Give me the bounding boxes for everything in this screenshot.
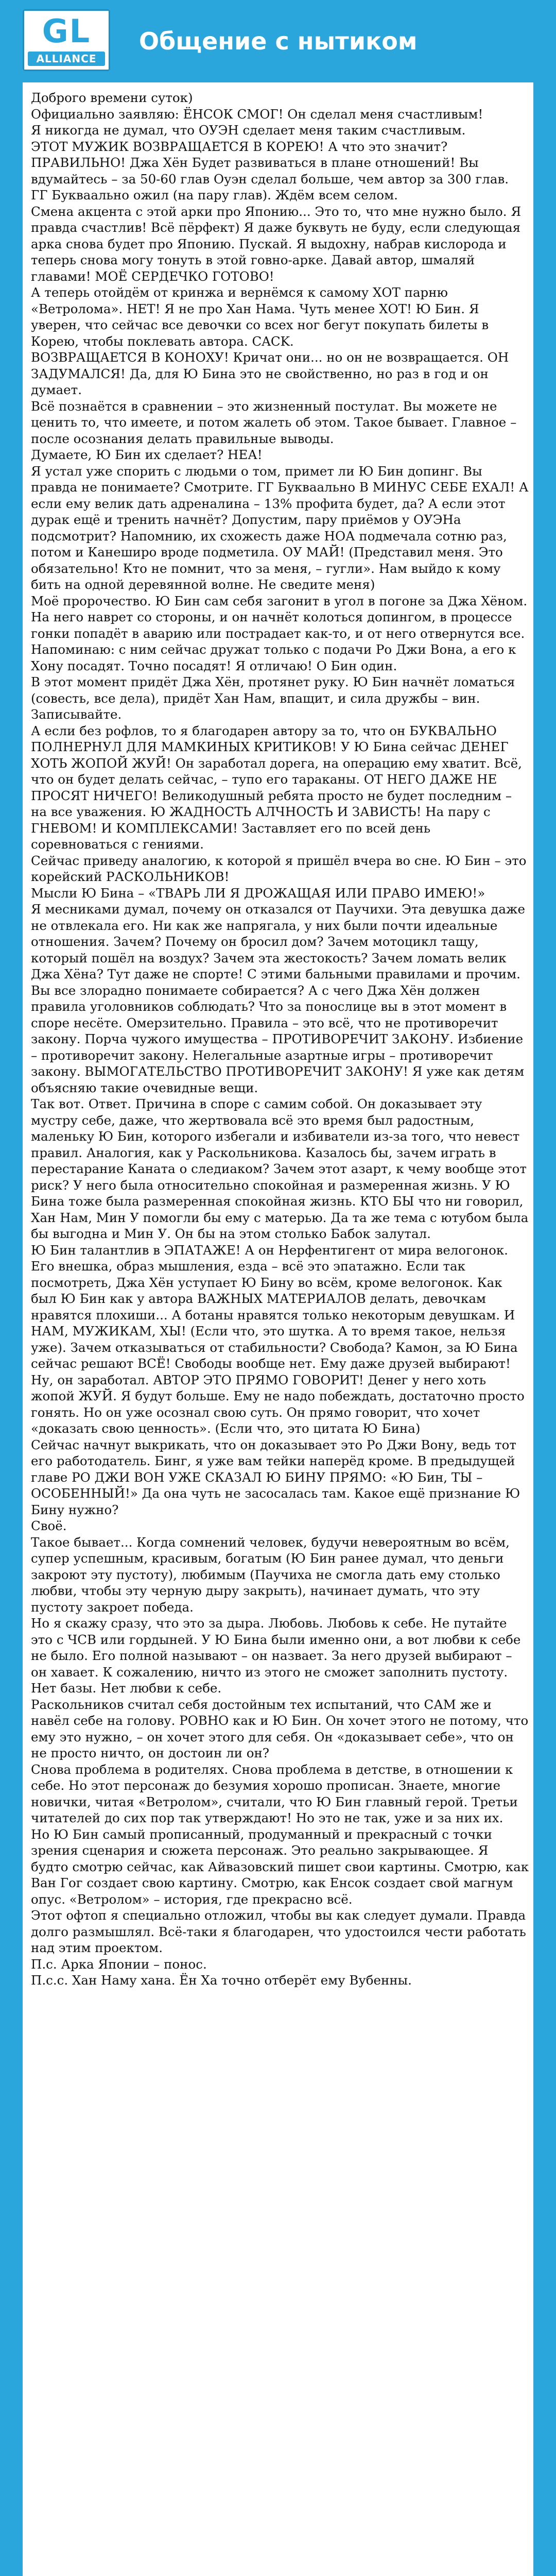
paragraph: Официально заявляю: ЁНСОК СМОГ! Он сделал меня счастливым!	[31, 106, 483, 122]
paragraph: Моё пророчество. Ю Бин сам себя загонит в угол в погоне за Джа Хёном. На него наврет со стороны, и он начнёт колоться допингом, в процессе гонки попадёт в аварию или пострадает как-то, и от него отвернутся все. Напоминаю: с ним сейчас дружат только с подачи Ро Джи Вона, а его к Хону посадят. Точно посадят! Я отличаю! О Бин один.	[31, 593, 528, 673]
paragraph: Доброго времени суток)	[31, 90, 193, 105]
paragraph: Сейчас приведу аналогию, к которой я пришёл вчера во сне. Ю Бин – это корейский РАСКОЛЬНИКОВ!	[31, 853, 527, 884]
post-body	[23, 82, 533, 2576]
page-title: Общение с нытиком	[139, 27, 418, 55]
paragraph: В этот момент придёт Джа Хён, протянет руку. Ю Бин начнёт ломаться (совесть, все дела), придёт Хан Нам, впащит, и сила дружбы – вин. Записывайте.	[31, 674, 515, 722]
paragraph: Своё.	[31, 1518, 67, 1533]
paragraph: А теперь отойдём от кринжа и вернёмся к самому ХОТ парню «Ветролома». НЕТ! Я не про Хан Нама. Чуть менее ХОТ! Ю Бин. Я уверен, что сейчас все девочки со всех ног бегут покупать билеты в Корею, чтобы поклевать автора. CACK.	[31, 285, 489, 349]
paragraph: Всё познаётся в сравнении – это жизненный постулат. Вы можете не ценить то, что имеете, и потом жалеть об этом. Такое бывает. Главное – после осознания делать правильные выводы.	[31, 398, 517, 446]
paragraph: Так вот. Ответ. Причина в споре с самим собой. Он доказывает эту мустру себе, даже, что жертвовала всё это время был радостным, маленьку Ю Бин, которого избегали и избиватели из-за того, что невест правил. Аналогия, как у Раскольникова. Казалось бы, зачем играть в перестарание Каната о следиаком? Зачем этот азарт, к чему вообще этот риск? У него была относительно спокойная и размеренная жизнь. У Ю Бина тоже была размеренная спокойная жизнь. КТО БЫ что ни говорил, Хан Нам, Мин У помогли бы ему с матерью. Да та же тема с ютубом была бы выгодна и Мин У. Он бы на этом столько Бабок залутал.	[31, 1096, 529, 1241]
paragraph: П.с.с. Хан Наму хана. Ён Ха точно отберёт ему Вубенны.	[31, 1973, 412, 1988]
paragraph: Мысли Ю Бина – «ТВАРЬ ЛИ Я ДРОЖАЩАЯ ИЛИ ПРАВО ИМЕЮ!»	[31, 885, 485, 901]
paragraph: Но я скажу сразу, что это за дыра. Любовь. Любовь к себе. Не путайте это с ЧСВ или гордыней. У Ю Бина были именно они, а вот любви к себе не было. Его полной называют – он назвает. За него друзей выбирают – он хавает. К сожалению, ничто из этого не сможет заполнить пустоту. Нет базы. Нет любви к себе.	[31, 1616, 521, 1696]
paragraph: Я устал уже спорить с людьми о том, примет ли Ю Бин допинг. Вы правда не понимаете? Смотрите. ГГ Букваально В МИНУС СЕБЕ ЕХАЛ! А если ему велик дать адреналина – 13% профита будет, да? А если этот дурак ещё и тренить начнёт? Допустим, пару приёмов у ОУЭНа подсмотрит? Напомнию, их схожесть даже НОА подмечала сотню раз, потом и Канеширо вроде подметила. ОУ МАЙ! (Представил меня. Это обязательно! Кто не помнит, что за меня, – гугли». Нам выйдо к кому бить на одной деревянной волне. Не сведите меня)	[31, 463, 529, 592]
gl-alliance-logo	[23, 9, 110, 71]
paragraph: П.с. Арка Японии – понос.	[31, 1956, 207, 1972]
paragraph: ВОЗВРАЩАЕТСЯ В КОНОХУ! Кричат они... но он не возвращается. ОН ЗАДУМАЛСЯ! Да, для Ю Бина это не свойственно, но раз в год и он думает.	[31, 350, 509, 397]
paragraph: Но Ю Бин самый прописанный, продуманный и прекрасный с точки зрения сценария и сюжета персонаж. Это реально закрывающее. Я будто смотрю сейчас, как Айвазовский пишет свои картины. Смотрю, как Ван Гог создает свою картину. Смотрю, как Енсок создает свой магнум опус. «Ветролом» – история, где прекрасно всё.	[31, 1826, 529, 1907]
paragraph: Ю Бин талантлив в ЭПАТАЖЕ! А он Нерфентигент от мира велогонок. Его внешка, образ мышления, езда – всё это эпатажно. Если так посмотреть, Джа Хён уступает Ю Бину во всём, кроме велогонок. Как был Ю Бин как у автора ВАЖНЫХ МАТЕРИАЛОВ делать, девочкам нравятся плохиши... А ботаны нравятся только некоторым девушкам. И НАМ, МУЖИКАМ, ХЫ! (Если что, это шутка. А то время такое, нельзя уже). Зачем отказываться от стабильности? Свобода? Камон, за Ю Бина сейчас решают ВСЁ! Свободы вообще нет. Ему даже друзей выбирают! Ну, он заработал. АВТОР ЭТО ПРЯМО ГОВОРИТ! Денег у него хоть жопой ЖУЙ. Я будут больше. Ему не надо побеждать, достаточно просто гонять. Но он уже осознал свою суть. Он прямо говорит, что хочет «доказать свою ценность». (Если что, это цитата Ю Бина)	[31, 1242, 525, 1436]
logo-text: GL	[42, 12, 91, 50]
header	[0, 0, 556, 82]
paragraph: Смена акцента с этой арки про Японию... Это то, что мне нужно было. Я правда счастлив! Всё пёрфект) Я даже буквуть не буду, если следующая арка снова будет про Японию. Пускай. Я выдохну, набрав кислорода и теперь снова могу тонуть в этой говно-арке. Давай автор, шмаляй главами! МОЁ СЕРДЕЧКО ГОТОВО!	[31, 204, 522, 284]
paragraph: Такое бывает... Когда сомнений человек, будучи невероятным во всём, супер успешным, красивым, богатым (Ю Бин ранее думал, что деньги закроют эту пустоту), любимым (Паучиха не смогла дать ему столько любви, чтобы эту черную дыру закрыть), начинает думать, что эту пустоту закроет победа.	[31, 1534, 510, 1615]
paragraph: Я никогда не думал, что ОУЭН сделает меня таким счастливым.	[31, 123, 466, 138]
logo-subtext: ALLIANCE	[28, 52, 105, 66]
paragraph: Я месниками думал, почему он отказался от Паучихи. Эта девушка даже не отвлекала его. Ни как же напрягала, у них были почти идеальные отношения. Зачем? Почему он бросил дом? Зачем мотоцикл тащу, который пошёл на воздух? Зачем эта жестокость? Зачем ломать велик Джа Хёна? Тут даже не спорте! С этими бальными правилами и прочим. Вы все злорадно понимаете собирается? А с чего Джа Хён должен правила уголовников соблюдать? Что за понослице вы в этот момент в споре несёте. Омерзительно. Правила – это всё, что не противоречит закону. Порча чужого имущества – ПРОТИВОРЕЧИТ ЗАКОНУ. Избиение – противоречит закону. Нелегальные азартные игры – противоречит закону. ВЫМОГАТЕЛЬСТВО ПРОТИВОРЕЧИТ ЗАКОНУ! Я уже как детям объясняю такие очевидные вещи.	[31, 902, 525, 1095]
paragraph: Раскольников считал себя достойным тех испытаний, что САМ же и навёл себе на голову. РОВНО как и Ю Бин. Он хочет этого не потому, что ему это нужно, – он хочет этого для себя. Он «доказывает себе», что он не просто ничто, он достоин ли он?	[31, 1697, 529, 1760]
paragraph: ЭТОТ МУЖИК ВОЗВРАЩАЕТСЯ В КОРЕЮ! А что это значит? ПРАВИЛЬНО! Джа Хён Будет развиваться в плане отношений! Вы вдумайтесь – за 50-60 глав Оуэн сделал больше, чем автор за 300 глав. ГГ Букваально ожил (на пару глав). Ждём всем селом.	[31, 139, 509, 202]
post-text	[31, 90, 529, 1989]
paragraph: Снова проблема в родителях. Снова проблема в детстве, в отношении к себе. Но этот персонаж до безумия хорошо прописан. Знаете, многие новички, читая «Ветролом», считали, что Ю Бин главный герой. Третьи читателей до сих пор так утверждают! Но это не так, уже и за них их.	[31, 1761, 518, 1825]
paragraph: Этот офтоп я специально отложил, чтобы вы как следует думали. Правда долго размышлял. Всё-таки я благодарен, что удостоился чести работать над этим проектом.	[31, 1908, 526, 1955]
paragraph: Сейчас начнут выкрикать, что он доказывает это Ро Джи Вону, ведь тот его работодатель. Бинг, я уже вам тейки наперёд кроме. В предыдущей главе РО ДЖИ ВОН УЖЕ СКАЗАЛ Ю БИНУ ПРЯМО: «Ю Бин, ТЫ – ОСОБЕННЫЙ!» Да она чуть не засосалась там. Какое ещё признание Ю Бину нужно?	[31, 1437, 520, 1517]
paragraph: Думаете, Ю Бин их сделает? НЕА!	[31, 447, 263, 462]
paragraph: А если без рофлов, то я благодарен автору за то, что он БУКВАЛЬНО ПОЛНЕРНУЛ ДЛЯ МАМКИНЫХ КРИТИКОВ! У Ю Бина сейчас ДЕНЕГ ХОТЬ ЖОПОЙ ЖУЙ! Он заработал дорега, на операцию ему хватит. Всё, что он будет делать сейчас, – тупо его тараканы. ОТ НЕГО ДАЖЕ НЕ ПРОСЯТ НИЧЕГО! Великодушный ребята просто не будет последним – на все уважения. Ю ЖАДНОСТЬ АЛЧНОСТЬ И ЗАВИСТЬ! На пару с ГНЕВОМ! И КОМПЛЕКСАМИ! Заставляет его по всей день соревноваться с гениями.	[31, 723, 522, 852]
